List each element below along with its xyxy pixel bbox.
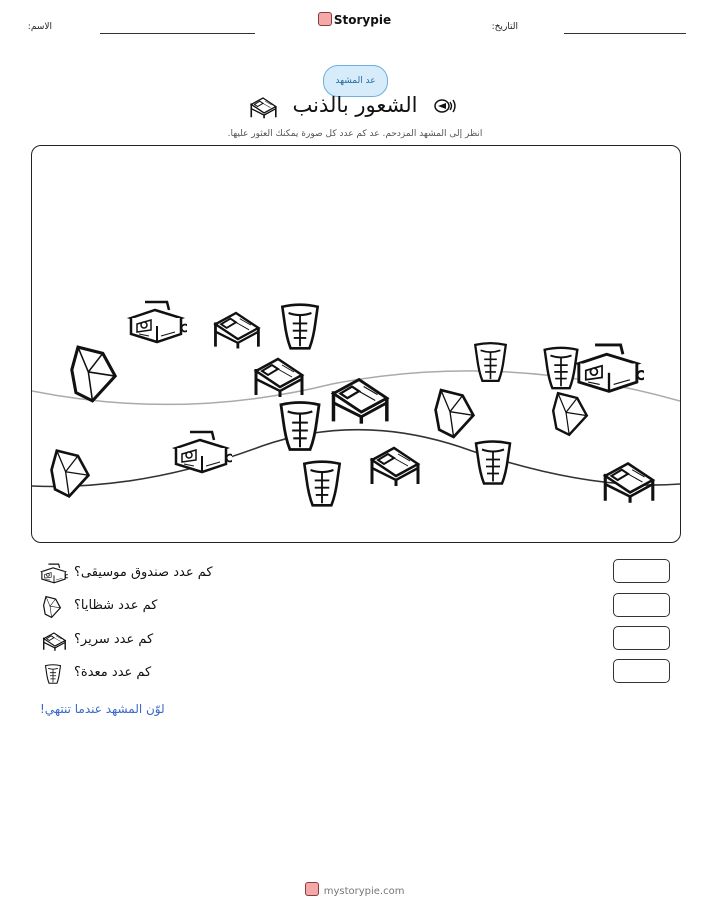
date-label: التاريخ: <box>491 22 518 32</box>
speaker-icon[interactable] <box>434 97 458 115</box>
shard-icon <box>553 393 587 435</box>
activity-badge: عد المشهد <box>323 65 388 97</box>
abs-icon <box>475 343 506 381</box>
hill-line-front <box>32 430 680 487</box>
answer-box-music-box[interactable] <box>613 559 670 583</box>
bed-icon <box>372 448 418 486</box>
answer-box-shards[interactable] <box>613 593 670 617</box>
storypie-logo: Storypie <box>0 12 709 27</box>
question-bed: كم عدد سرير؟ <box>74 632 154 647</box>
music-box-icon <box>176 432 234 472</box>
scene-drawing <box>32 146 680 542</box>
shard-icon <box>52 451 89 497</box>
music-box-icon <box>40 561 68 585</box>
music-box-icon <box>579 345 646 391</box>
bed-icon <box>215 313 258 348</box>
bed-icon <box>256 359 302 397</box>
bed-icon <box>247 92 279 120</box>
abs-icon <box>281 402 319 449</box>
scene-frame <box>31 145 681 543</box>
answer-box-abs[interactable] <box>613 659 670 683</box>
logo-icon <box>318 12 332 26</box>
instructions: انظر إلى المشهد المزدحم. عد كم عدد كل صورة يمكنك العثور عليها. <box>227 129 483 139</box>
name-label: الاسم: <box>27 22 52 32</box>
site-url[interactable]: mystorypie.com <box>323 886 405 897</box>
abs-icon <box>42 662 64 686</box>
question-abs: كم عدد معدة؟ <box>74 665 152 680</box>
question-shards: كم عدد شظايا؟ <box>74 598 158 613</box>
color-scene-note: لوّن المشهد عندما تنتهي! <box>40 702 165 716</box>
answer-box-bed[interactable] <box>613 626 670 650</box>
bed-icon <box>40 628 68 652</box>
bed-icon <box>333 380 386 424</box>
shard-icon <box>436 390 474 437</box>
page-title: الشعور بالذنب <box>292 93 418 117</box>
abs-icon <box>476 442 510 484</box>
shard-icon <box>72 347 115 401</box>
question-music-box: كم عدد صندوق موسيقى؟ <box>74 565 213 580</box>
abs-icon <box>282 305 317 349</box>
logo-icon <box>305 882 319 896</box>
music-box-icon <box>131 302 189 342</box>
shard-icon <box>42 595 62 619</box>
abs-icon <box>545 348 578 388</box>
abs-icon <box>304 462 339 506</box>
date-line[interactable] <box>564 33 686 34</box>
site-footer <box>0 882 709 897</box>
name-line[interactable] <box>100 33 255 34</box>
